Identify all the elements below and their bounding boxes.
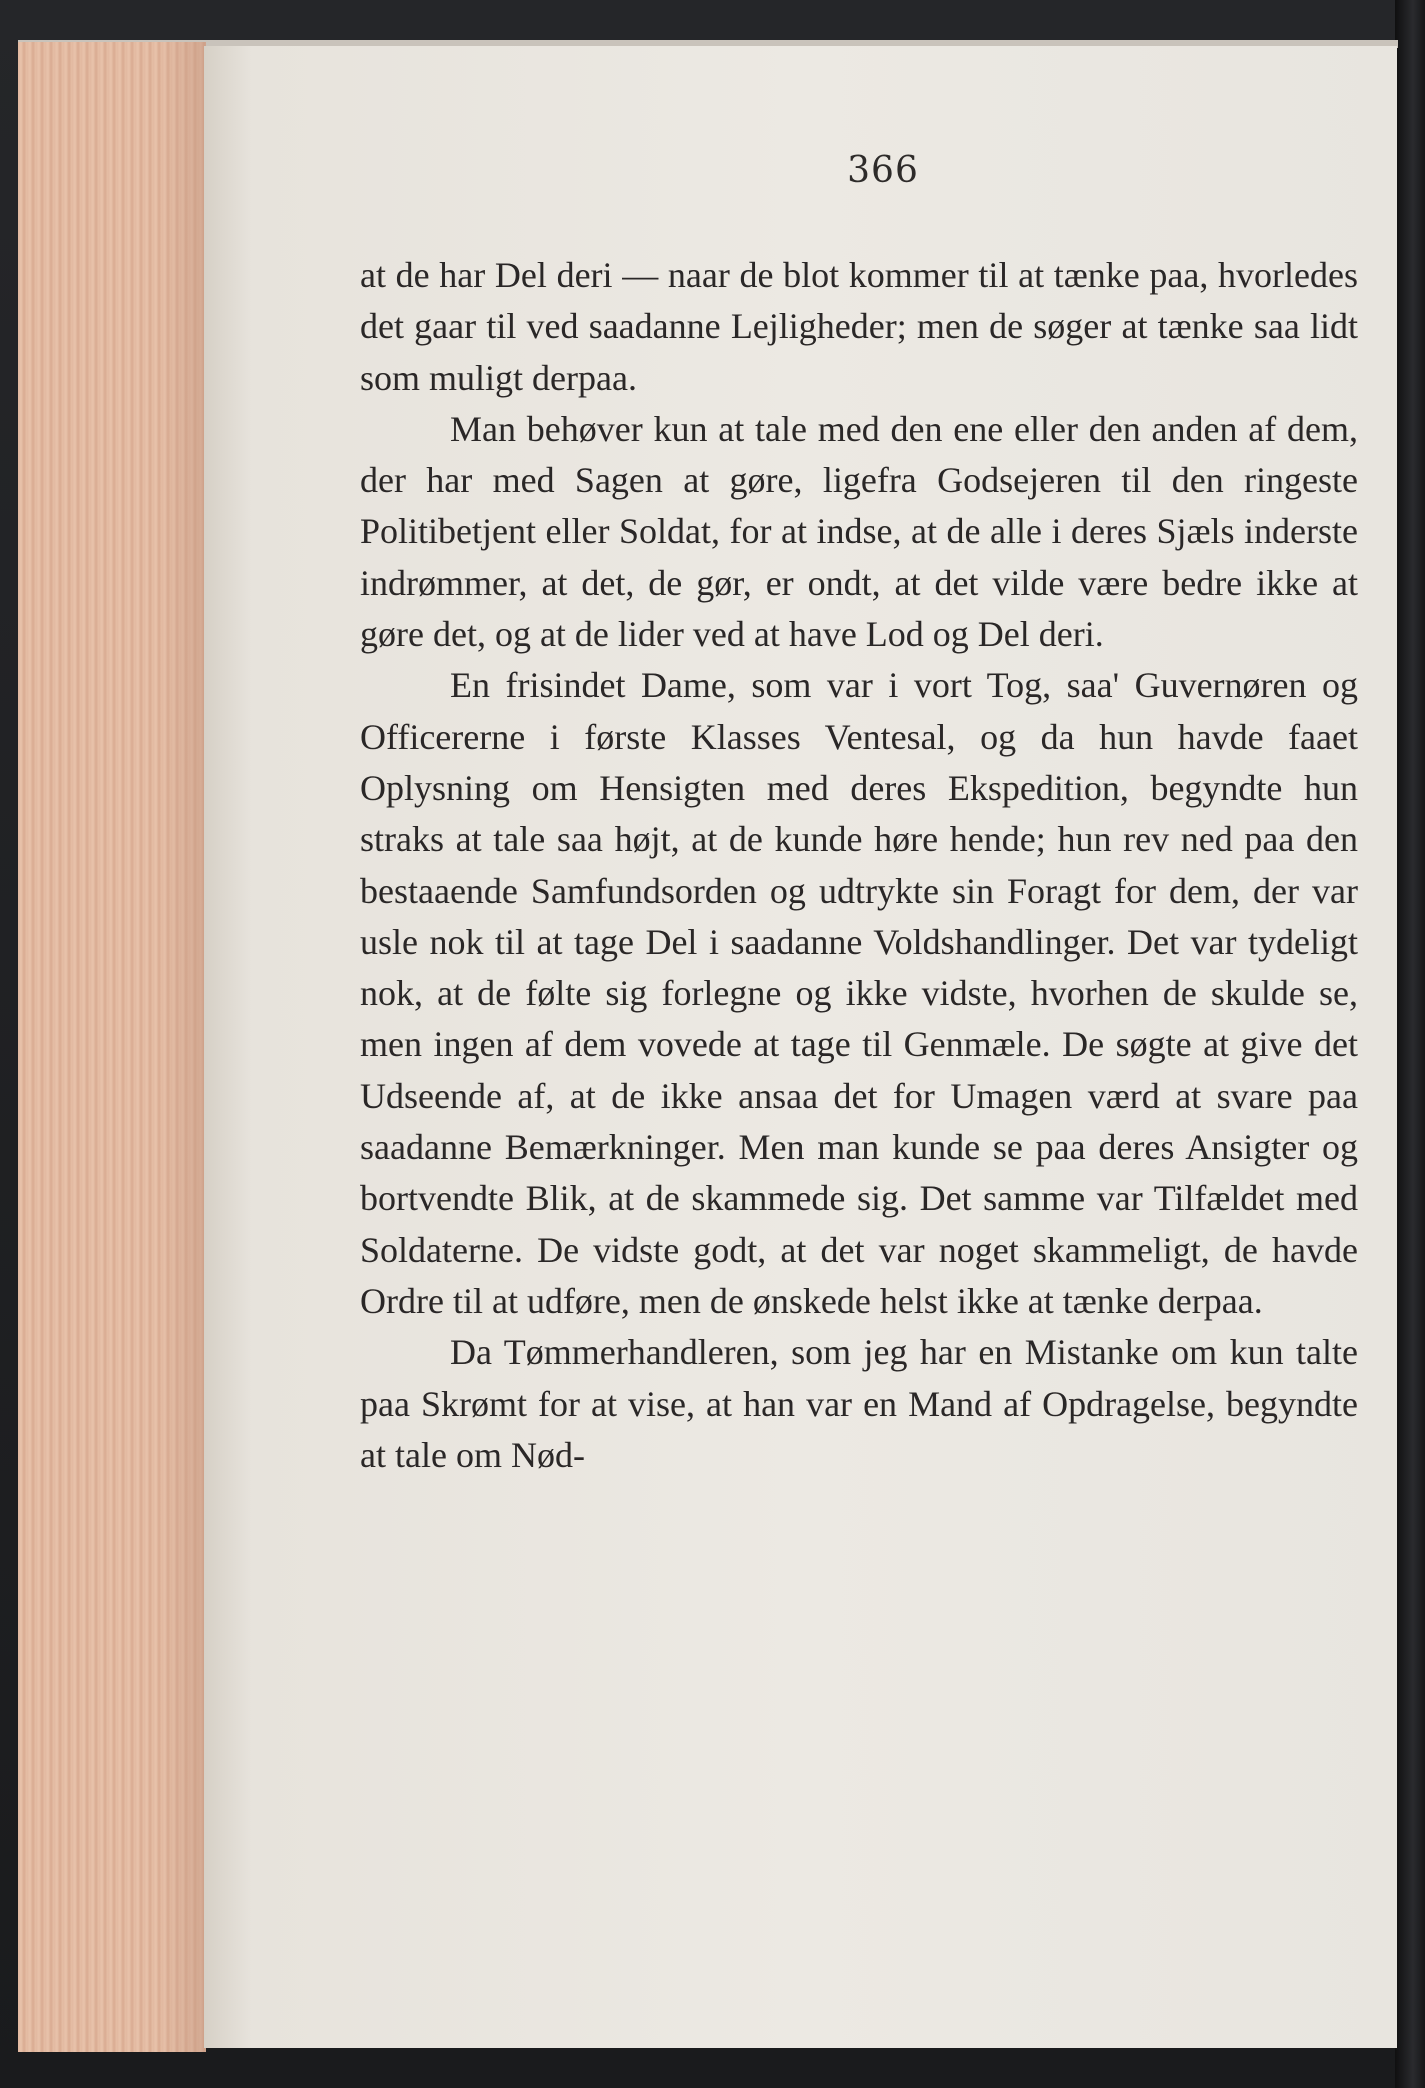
book-spine-edge — [1395, 0, 1425, 2088]
paragraph-2: Man behøver kun at tale med den ene eller den anden af dem, der har med Sagen at gøre, ligefra Godsejeren til den ringeste Politibetjent eller Soldat, for at indse, at de alle i deres Sjæls inderste indrømmer, at det, de gør, er ondt, at det vilde være bedre ikke at gøre det, og at de lider ved at have Lod og Del deri. — [360, 408, 1358, 655]
paragraph-3: En frisindet Dame, som var i vort Tog, saa' Guvernøren og Officererne i første Klasses Ventesal, og da hun havde faaet Oplysning om Hensigten med deres Ekspedition, begyndte hun straks at tale saa højt, at de kunde høre hende; hun rev ned paa den bestaaende Samfundsorden og udtrykte sin Foragt for dem, der var usle nok til at tage Del i saadanne Voldshandlinger. Det var tydeligt nok, at de følte sig forlegne og ikke vidste, hvorhen de skulde se, men ingen af dem vovede at tage til Genmæle. De søgte at give det Udseende af, at de ikke ansaa det for Umagen værd at svare paa saadanne Bemærkninger. Men man kunde se paa deres Ansigter og bortvendte Blik, at de skammede sig. Det samme var Tilfældet med Soldaterne. De vidste godt, at det var noget skammeligt, de havde Ordre til at udføre, men de ønskede helst ikke at tænke derpaa. — [360, 665, 1358, 1321]
body-text — [360, 250, 1358, 1481]
page-number: 366 — [847, 150, 919, 191]
paragraph-1: at de har Del deri — naar de blot kommer til at tænke paa, hvorledes det gaar til ved saadanne Lejligheder; men de søger at tænke saa lidt som muligt derpaa. — [360, 255, 1358, 398]
paragraph-4: Da Tømmerhandleren, som jeg har en Mistanke om kun talte paa Skrømt for at vise, at han var en Mand af Opdragelse, begyndte at tale om Nød- — [360, 1332, 1358, 1475]
page-stack-shadow — [160, 42, 206, 2052]
